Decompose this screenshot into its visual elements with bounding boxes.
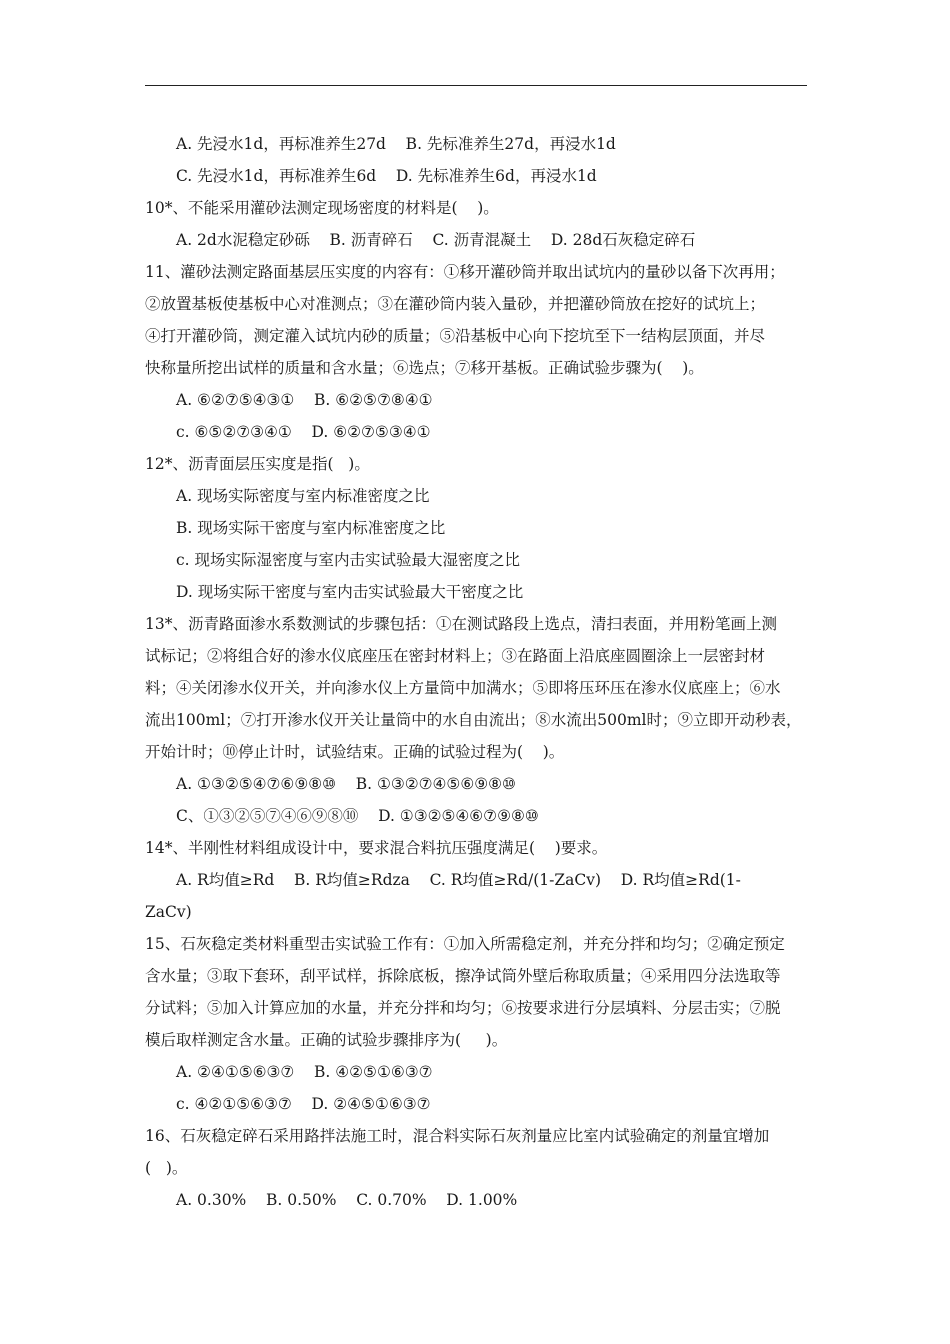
q11-options-cd: c. ⑥⑤②⑦③④① D. ⑥②⑦⑤③④① bbox=[176, 423, 431, 441]
q12-option-d: D. 现场实际干密度与室内击实试验最大干密度之比 bbox=[176, 583, 524, 601]
q16-stem-line1: 16、石灰稳定碎石采用路拌法施工时，混合料实际石灰剂量应比室内试验确定的剂量宜增加 bbox=[145, 1127, 770, 1145]
q15-stem-line4: 模后取样测定含水量。正确的试验步骤排序为( )。 bbox=[145, 1031, 508, 1049]
q13-stem-line3: 料；④关闭渗水仪开关，并向渗水仪上方量筒中加满水；⑤即将压环压在渗水仪底座上；⑥水 bbox=[145, 679, 781, 697]
q13-options-ab: A. ①③②⑤④⑦⑥⑨⑧⑩ B. ①③②⑦④⑤⑥⑨⑧⑩ bbox=[176, 775, 516, 793]
q11-stem-line2: ②放置基板使基板中心对准测点；③在灌砂筒内装入量砂，并把灌砂筒放在挖好的试坑上； bbox=[145, 295, 766, 313]
q13-options-cd: C、①③②⑤⑦④⑥⑨⑧⑩ D. ①③②⑤④⑥⑦⑨⑧⑩ bbox=[176, 807, 539, 825]
q9-options-cd: C. 先浸水1d，再标准养生6d D. 先标准养生6d，再浸水1d bbox=[176, 167, 597, 185]
q11-stem-line1: 11、灌砂法测定路面基层压实度的内容有：①移开灌砂筒并取出试坑内的量砂以备下次再用； bbox=[145, 263, 785, 281]
q12-option-a: A. 现场实际密度与室内标准密度之比 bbox=[176, 487, 430, 505]
q12-option-c: c. 现场实际湿密度与室内击实试验最大湿密度之比 bbox=[176, 551, 521, 569]
q12-option-b: B. 现场实际干密度与室内标准密度之比 bbox=[176, 519, 446, 537]
q16-stem-line2: ( )。 bbox=[145, 1159, 188, 1177]
q14-options: A. R均值≥Rd B. R均值≥Rdza C. R均值≥Rd/(1-ZaCv) D. R均值≥Rd(1- bbox=[176, 871, 741, 889]
q14-stem: 14*、半刚性材料组成设计中，要求混合料抗压强度满足( )要求。 bbox=[145, 839, 608, 857]
q11-options-ab: A. ⑥②⑦⑤④③① B. ⑥②⑤⑦⑧④① bbox=[176, 391, 433, 409]
q13-stem-line1: 13*、沥青路面渗水系数测试的步骤包括：①在测试路段上选点，清扫表面，并用粉笔画上测 bbox=[145, 615, 777, 633]
q10-stem: 10*、不能采用灌砂法测定现场密度的材料是( )。 bbox=[145, 199, 499, 217]
q13-stem-line4: 流出100ml；⑦打开渗水仪开关让量筒中的水自由流出；⑧水流出500ml时；⑨立即开动秒表， bbox=[145, 711, 802, 729]
q15-stem-line1: 15、石灰稳定类材料重型击实试验工作有：①加入所需稳定剂，并充分拌和均匀；②确定预定 bbox=[145, 935, 785, 953]
q11-stem-line3: ④打开灌砂筒，测定灌入试坑内砂的质量；⑤沿基板中心向下挖坑至下一结构层顶面，并尽 bbox=[145, 327, 766, 345]
q13-stem-line5: 开始计时；⑩停止计时，试验结束。正确的试验过程为( )。 bbox=[145, 743, 565, 761]
header-rule bbox=[145, 85, 807, 86]
q14-options-wrap: ZaCv) bbox=[145, 903, 192, 921]
q13-stem-line2: 试标记；②将组合好的渗水仪底座压在密封材料上；③在路面上沿底座圆圈涂上一层密封材 bbox=[145, 647, 766, 665]
q15-stem-line2: 含水量；③取下套环，刮平试样，拆除底板，擦净试筒外壁后称取质量；④采用四分法选取等 bbox=[145, 967, 781, 985]
q9-options-ab: A. 先浸水1d，再标准养生27d B. 先标准养生27d，再浸水1d bbox=[176, 135, 616, 153]
q10-options: A. 2d水泥稳定砂砾 B. 沥青碎石 C. 沥青混凝土 D. 28d石灰稳定碎石 bbox=[176, 231, 696, 249]
q11-stem-line4: 快称量所挖出试样的质量和含水量；⑥选点；⑦移开基板。正确试验步骤为( )。 bbox=[145, 359, 704, 377]
q12-stem: 12*、沥青面层压实度是指( )。 bbox=[145, 455, 370, 473]
q15-options-cd: c. ④②①⑤⑥③⑦ D. ②④⑤①⑥③⑦ bbox=[176, 1095, 431, 1113]
q15-options-ab: A. ②④①⑤⑥③⑦ B. ④②⑤①⑥③⑦ bbox=[176, 1063, 433, 1081]
q15-stem-line3: 分试料；⑤加入计算应加的水量，并充分拌和均匀；⑥按要求进行分层填料、分层击实；⑦脱 bbox=[145, 999, 781, 1017]
q16-options: A. 0.30% B. 0.50% C. 0.70% D. 1.00% bbox=[176, 1191, 518, 1209]
